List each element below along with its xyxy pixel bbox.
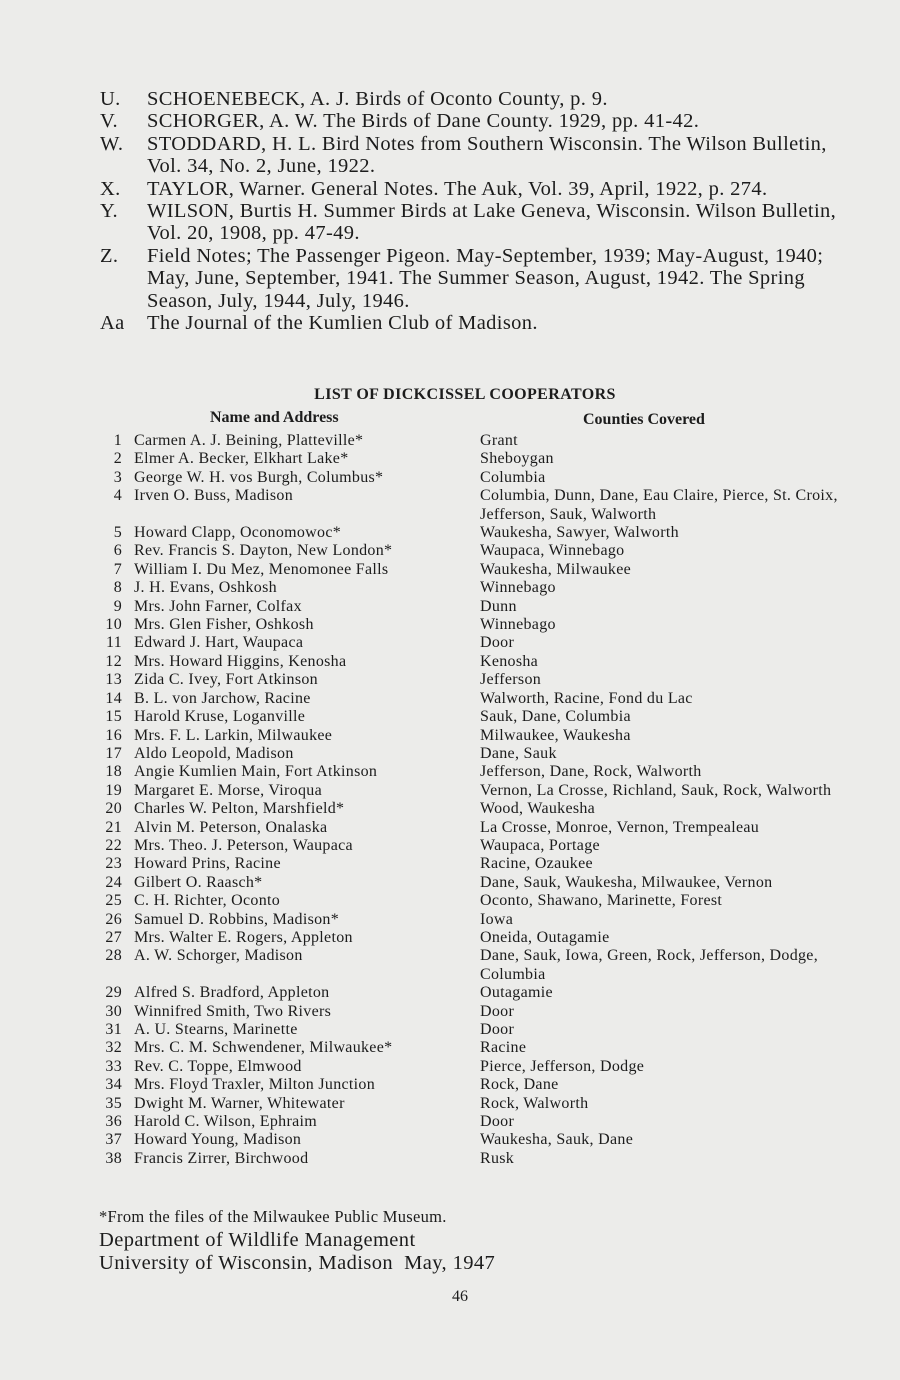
reference-letter: V. (100, 110, 118, 133)
cooperator-number: 17 (105, 744, 122, 762)
cooperator-name-address: B. L. von Jarchow, Racine (134, 689, 311, 707)
cooperator-counties: Dunn (480, 597, 517, 615)
cooperator-name-address: Howard Clapp, Oconomowoc* (134, 524, 342, 542)
cooperator-counties: Iowa (480, 910, 514, 928)
cooperator-counties: Sheboygan (480, 450, 554, 468)
cooperator-name-address: Mrs. Glen Fisher, Oshkosh (134, 616, 314, 634)
footnote: *From the files of the Milwaukee Public Museum. (99, 1207, 447, 1226)
table-row (96, 1039, 846, 1057)
cooperator-name-address: Margaret E. Morse, Viroqua (134, 781, 322, 799)
cooperator-counties: La Crosse, Monroe, Vernon, Trempealeau (480, 818, 760, 836)
cooperator-counties: Oconto, Shawano, Marinette, Forest (480, 892, 723, 910)
cooperator-name-address: Edward J. Hart, Waupaca (134, 634, 304, 652)
cooperator-number: 11 (105, 634, 122, 652)
cooperator-name-address: Carmen A. J. Beining, Platteville* (134, 432, 364, 449)
cooperator-number: 26 (105, 910, 122, 928)
cooperator-number: 22 (105, 836, 122, 854)
signature-university-line (99, 1252, 495, 1275)
cooperator-counties: Winnebago (480, 616, 556, 634)
cooperator-number: 12 (105, 652, 122, 670)
cooperator-counties: Rock, Walworth (480, 1094, 589, 1112)
table-row (96, 984, 846, 1002)
cooperator-name-address: Angie Kumlien Main, Fort Atkinson (134, 763, 378, 781)
signature-department: Department of Wildlife Management (99, 1229, 416, 1251)
table-row (96, 745, 846, 763)
cooperator-number: 3 (113, 468, 122, 486)
table-row (96, 469, 846, 487)
reference-item (100, 88, 845, 110)
table-row (96, 450, 846, 468)
cooperator-name-address: Mrs. C. M. Schwendener, Milwaukee* (134, 1039, 393, 1057)
reference-item (100, 245, 845, 312)
cooperator-counties: Dane, Sauk, Waukesha, Milwaukee, Vernon (480, 873, 773, 891)
table-row (96, 671, 846, 689)
cooperator-number: 24 (105, 873, 122, 891)
table-row (96, 487, 846, 524)
reference-letter: U. (100, 88, 121, 110)
cooperator-name-address: Samuel D. Robbins, Madison* (134, 910, 339, 928)
reference-item (100, 178, 845, 200)
cooperator-number: 23 (105, 855, 122, 873)
cooperator-counties: Outagamie (480, 984, 553, 1002)
cooperator-number: 9 (113, 597, 122, 615)
table-row (96, 579, 846, 597)
cooperator-counties: Walworth, Racine, Fond du Lac (480, 689, 693, 707)
cooperator-counties: Racine, Ozaukee (480, 855, 593, 873)
table-row (96, 855, 846, 873)
reference-text: The Journal of the Kumlien Club of Madison. (147, 312, 538, 335)
table-row (96, 1021, 846, 1039)
cooperator-name-address: Alfred S. Bradford, Appleton (134, 984, 330, 1002)
cooperator-number: 38 (105, 1149, 122, 1167)
cooperator-counties: Jefferson, Dane, Rock, Walworth (480, 763, 702, 781)
cooperator-number: 25 (105, 892, 122, 910)
cooperator-number: 1 (113, 432, 122, 449)
table-row (96, 690, 846, 708)
cooperator-counties: Winnebago (480, 579, 556, 597)
cooperator-counties: Dane, Sauk, Iowa, Green, Rock, Jefferson, Dodge, Columbia (480, 947, 819, 983)
table-row (96, 616, 846, 634)
cooperator-number: 37 (105, 1131, 122, 1149)
cooperator-name-address: Howard Young, Madison (134, 1131, 302, 1149)
table-row (96, 708, 846, 726)
table-row (96, 524, 846, 542)
cooperator-name-address: C. H. Richter, Oconto (134, 892, 281, 910)
page-number: 46 (452, 1288, 468, 1305)
cooperator-number: 14 (105, 689, 122, 707)
signature-date: May, 1947 (404, 1252, 496, 1274)
cooperator-name-address: Elmer A. Becker, Elkhart Lake* (134, 450, 349, 468)
cooperator-number: 35 (105, 1094, 122, 1112)
cooperator-number: 5 (113, 524, 122, 542)
cooperator-name-address: J. H. Evans, Oshkosh (134, 579, 277, 597)
cooperator-counties: Sauk, Dane, Columbia (480, 708, 631, 726)
table-row (96, 1058, 846, 1076)
cooperator-name-address: Mrs. Theo. J. Peterson, Waupaca (134, 836, 353, 854)
table-row (96, 837, 846, 855)
cooperator-counties: Waukesha, Milwaukee (480, 560, 632, 578)
reference-item (100, 312, 845, 334)
cooperator-counties: Grant (480, 432, 518, 449)
cooperator-number: 36 (105, 1113, 122, 1131)
cooperator-name-address: Rev. Francis S. Dayton, New London* (134, 542, 393, 560)
cooperator-name-address: Howard Prins, Racine (134, 855, 281, 873)
cooperator-name-address: Mrs. Howard Higgins, Kenosha (134, 652, 347, 670)
cooperator-number: 30 (105, 1002, 122, 1020)
cooperator-counties: Waupaca, Winnebago (480, 542, 625, 560)
cooperator-number: 19 (105, 781, 122, 799)
cooperator-name-address: Zida C. Ivey, Fort Atkinson (134, 671, 318, 689)
cooperator-counties: Kenosha (480, 652, 539, 670)
cooperator-name-address: George W. H. vos Burgh, Columbus* (134, 468, 384, 486)
table-row (96, 432, 846, 450)
cooperator-name-address: Charles W. Pelton, Marshfield* (134, 800, 345, 818)
cooperator-number: 33 (105, 1057, 122, 1075)
cooperator-counties: Door (480, 634, 515, 652)
reference-text: Field Notes; The Passenger Pigeon. May-September, 1939; May-August, 1940; May, June, September, 1941. The Summer Season, August, 1942. The Spring Season, July, 1944, July, 1946. (147, 244, 824, 312)
cooperator-name-address: Harold Kruse, Loganville (134, 708, 306, 726)
reference-item (100, 133, 845, 178)
cooperator-number: 13 (105, 671, 122, 689)
table-row (96, 727, 846, 745)
reference-text: TAYLOR, Warner. General Notes. The Auk, Vol. 39, April, 1922, p. 274. (147, 177, 768, 200)
cooperator-name-address: A. U. Stearns, Marinette (134, 1021, 298, 1038)
reference-text: STODDARD, H. L. Bird Notes from Southern Wisconsin. The Wilson Bulletin, Vol. 34, No. 2, June, 1922. (147, 132, 827, 178)
cooperator-number: 4 (113, 487, 122, 505)
table-row (96, 763, 846, 781)
reference-text: WILSON, Burtis H. Summer Birds at Lake Geneva, Wisconsin. Wilson Bulletin, Vol. 20, 1908, pp. 47-49. (147, 200, 837, 245)
cooperator-counties: Rock, Dane (480, 1076, 559, 1094)
table-row (96, 1095, 846, 1113)
table-row (96, 1150, 846, 1168)
table-row (96, 1003, 846, 1021)
table-row (96, 542, 846, 560)
cooperator-counties: Wood, Waukesha (480, 800, 596, 818)
cooperator-counties: Rusk (480, 1149, 515, 1167)
cooperator-counties: Pierce, Jefferson, Dodge (480, 1057, 645, 1075)
cooperator-name-address: Rev. C. Toppe, Elmwood (134, 1057, 302, 1075)
cooperator-name-address: A. W. Schorger, Madison (134, 947, 303, 965)
reference-item (100, 110, 845, 132)
cooperator-name-address: Mrs. F. L. Larkin, Milwaukee (134, 726, 333, 744)
cooperator-name-address: Irven O. Buss, Madison (134, 487, 294, 505)
cooperator-counties: Columbia (480, 468, 546, 486)
cooperator-number: 10 (105, 616, 122, 634)
table-row (96, 874, 846, 892)
reference-letter: X. (100, 177, 121, 200)
signature-university: University of Wisconsin, Madison (99, 1252, 394, 1274)
cooperator-number: 18 (105, 763, 122, 781)
cooperators-table (96, 432, 846, 1168)
table-row (96, 911, 846, 929)
table-row (96, 800, 846, 818)
cooperator-counties: Door (480, 1021, 515, 1038)
signature-block (99, 1229, 495, 1275)
list-title: LIST OF DICKCISSEL COOPERATORS (314, 386, 616, 403)
column-header-counties: Counties Covered (583, 411, 705, 428)
table-row (96, 634, 846, 652)
cooperator-number: 27 (105, 928, 122, 946)
cooperator-counties: Dane, Sauk (480, 744, 557, 762)
cooperator-counties: Vernon, La Crosse, Richland, Sauk, Rock, Walworth (480, 781, 832, 799)
references-list (100, 88, 845, 334)
table-row (96, 947, 846, 984)
cooperator-number: 31 (105, 1021, 122, 1038)
cooperator-counties: Racine (480, 1039, 527, 1057)
cooperator-number: 16 (105, 726, 122, 744)
table-row (96, 1076, 846, 1094)
reference-text: SCHORGER, A. W. The Birds of Dane County. 1929, pp. 41-42. (147, 110, 700, 133)
reference-letter: Z. (100, 244, 119, 267)
cooperator-number: 28 (105, 947, 122, 965)
cooperator-number: 8 (113, 579, 122, 597)
cooperator-counties: Oneida, Outagamie (480, 928, 610, 946)
column-header-name-address: Name and Address (210, 409, 339, 426)
cooperator-number: 7 (113, 560, 122, 578)
cooperator-name-address: Harold C. Wilson, Ephraim (134, 1113, 317, 1131)
cooperator-counties: Door (480, 1002, 515, 1020)
table-row (96, 819, 846, 837)
cooperator-counties: Milwaukee, Waukesha (480, 726, 631, 744)
cooperator-number: 20 (105, 800, 122, 818)
cooperator-counties: Waupaca, Portage (480, 836, 600, 854)
cooperator-name-address: Winnifred Smith, Two Rivers (134, 1002, 332, 1020)
table-row (96, 1113, 846, 1131)
cooperator-name-address: William I. Du Mez, Menomonee Falls (134, 560, 389, 578)
cooperator-number: 29 (105, 984, 122, 1002)
cooperator-name-address: Mrs. John Farner, Colfax (134, 597, 302, 615)
reference-letter: Aa (100, 312, 125, 335)
reference-text: SCHOENEBECK, A. J. Birds of Oconto County, p. 9. (147, 88, 608, 110)
cooperator-counties: Waukesha, Sawyer, Walworth (480, 524, 679, 542)
table-row (96, 1131, 846, 1149)
cooperator-number: 6 (113, 542, 122, 560)
cooperator-name-address: Alvin M. Peterson, Onalaska (134, 818, 328, 836)
cooperator-counties: Jefferson (480, 671, 542, 689)
cooperator-name-address: Mrs. Floyd Traxler, Milton Junction (134, 1076, 375, 1094)
table-row (96, 929, 846, 947)
cooperator-number: 32 (105, 1039, 122, 1057)
cooperator-number: 21 (105, 818, 122, 836)
reference-letter: Y. (100, 200, 118, 223)
table-row (96, 892, 846, 910)
cooperator-name-address: Aldo Leopold, Madison (134, 744, 294, 762)
cooperator-name-address: Francis Zirrer, Birchwood (134, 1149, 309, 1167)
reference-letter: W. (100, 132, 124, 155)
cooperator-number: 34 (105, 1076, 122, 1094)
cooperator-counties: Door (480, 1113, 515, 1131)
table-row (96, 782, 846, 800)
reference-item (100, 200, 845, 245)
cooperator-counties: Columbia, Dunn, Dane, Eau Claire, Pierce, St. Croix, Jefferson, Sauk, Walworth (480, 487, 838, 523)
cooperator-number: 2 (113, 450, 122, 468)
table-row (96, 653, 846, 671)
cooperator-name-address: Gilbert O. Raasch* (134, 873, 263, 891)
table-row (96, 598, 846, 616)
cooperator-name-address: Dwight M. Warner, Whitewater (134, 1094, 345, 1112)
cooperator-counties: Waukesha, Sauk, Dane (480, 1131, 634, 1149)
cooperator-name-address: Mrs. Walter E. Rogers, Appleton (134, 928, 353, 946)
cooperator-number: 15 (105, 708, 122, 726)
table-row (96, 561, 846, 579)
